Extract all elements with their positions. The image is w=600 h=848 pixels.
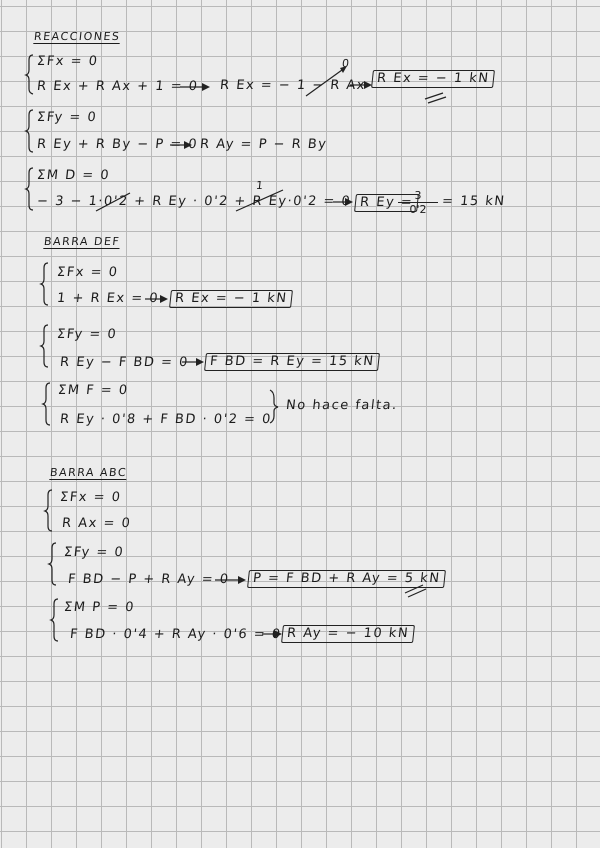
equation-line: R Ey · 0'8 + F BD · 0'2 = 0 xyxy=(59,412,273,427)
equation-line: ΣFy = 0 xyxy=(63,545,125,560)
equation-line: R Ax = 0 xyxy=(61,516,133,531)
brace-icon xyxy=(51,599,58,641)
brace-icon xyxy=(43,383,50,425)
equation-line: R Ay = P − R By xyxy=(199,137,329,152)
equation-line: = 15 kN xyxy=(441,194,507,209)
equation-line: − 3 − 1·0'2 + R Ey · 0'2 + R Ey·0'2 = 0 xyxy=(36,194,352,209)
annotation: 1 xyxy=(255,179,266,192)
section-heading: REACCIONES xyxy=(33,30,122,43)
underline-mark xyxy=(428,97,446,103)
result-box: F BD = R Ey = 15 kN xyxy=(204,353,380,371)
equation-line: ΣFy = 0 xyxy=(56,327,118,342)
annotation: 0 xyxy=(341,57,352,70)
equation-line: F BD · 0'4 + R Ay · 0'6 = 0 xyxy=(69,627,283,642)
equation-line: ΣFx = 0 xyxy=(56,265,120,280)
result-box: R Ay = − 10 kN xyxy=(281,625,415,643)
equation-line: R Ey + R By − P = 0 xyxy=(36,137,199,152)
equation-line: R Ex = − 1 − R Ax xyxy=(219,78,367,93)
equation-line: ΣFx = 0 xyxy=(59,490,123,505)
section-heading: BARRA ABC xyxy=(49,466,128,479)
equation-line: ΣFy = 0 xyxy=(36,110,98,125)
equation-line: F BD − P + R Ay = 0 xyxy=(67,572,231,587)
brace-icon xyxy=(41,325,48,367)
result-box: P = F BD + R Ay = 5 kN xyxy=(247,570,446,588)
equation-line: ΣM F = 0 xyxy=(57,383,130,398)
equation-line: 1 + R Ex = 0 xyxy=(56,291,160,306)
brace-icon xyxy=(26,55,33,94)
equation-line: ΣM D = 0 xyxy=(36,168,111,183)
result-box: R Ex = − 1 kN xyxy=(371,70,495,88)
brace-icon xyxy=(45,490,52,531)
result-box: R Ey = xyxy=(354,194,419,212)
result-box: R Ex = − 1 kN xyxy=(169,290,293,308)
note-text: No hace falta. xyxy=(285,398,399,413)
fraction-numerator: 3 xyxy=(398,189,438,203)
underline-mark xyxy=(425,93,443,99)
equation-line: R Ey − F BD = 0 xyxy=(59,355,190,370)
equation-line: R Ex + R Ax + 1 = 0 xyxy=(36,79,200,94)
brace-icon xyxy=(41,263,48,305)
brace-icon xyxy=(49,543,56,585)
fraction xyxy=(398,189,438,216)
brace-icon xyxy=(26,110,33,152)
equation-line: ΣFx = 0 xyxy=(36,54,100,69)
brace-icon xyxy=(26,168,33,210)
section-heading: BARRA DEF xyxy=(43,235,121,248)
fraction-denominator: 0'2 xyxy=(409,203,427,216)
equation-line: ΣM P = 0 xyxy=(63,600,136,615)
